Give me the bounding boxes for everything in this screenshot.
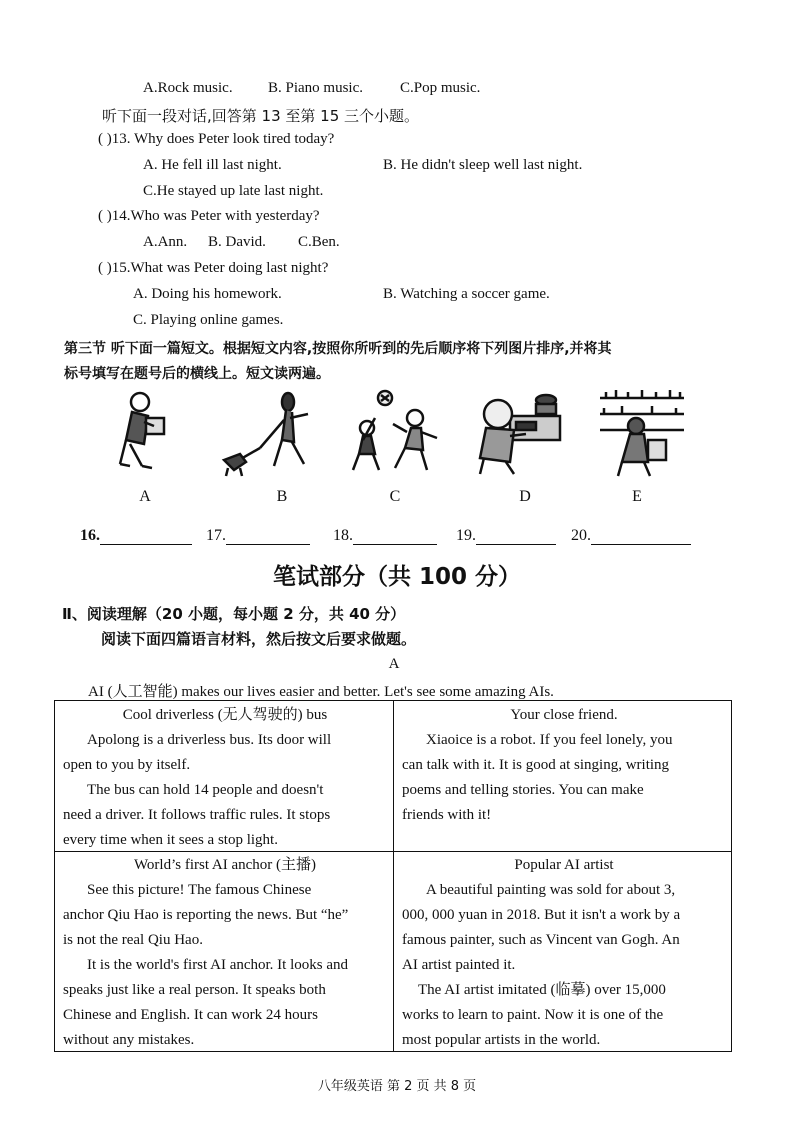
- picture-label-e: E: [632, 488, 642, 505]
- shopping-icon: [592, 388, 692, 478]
- cell-close-friend: [402, 703, 726, 828]
- blank-number: 16.: [80, 527, 100, 544]
- blank-line[interactable]: [226, 530, 310, 545]
- q14-option-c: C.Ben.: [298, 234, 340, 250]
- ai-info-table: [54, 700, 732, 1052]
- q13-option-b: B. He didn't sleep well last night.: [383, 157, 583, 173]
- reading-section-instruction: 阅读下面四篇语言材料，然后按文后要求做题。: [101, 630, 417, 648]
- section3-instruction-line1: 第三节 听下面一篇短文。根据短文内容,按照你所听到的先后顺序将下列图片排序,并将其: [64, 341, 612, 357]
- answer-blank-19[interactable]: [456, 527, 556, 545]
- picture-label-a: A: [139, 488, 151, 505]
- cell-line: A beautiful painting was sold for about 3,: [426, 882, 676, 898]
- cell-title: Your close friend.: [510, 707, 618, 723]
- cell-line: works to learn to paint. Now it is one of the: [402, 1007, 664, 1023]
- q15-option-c: C. Playing online games.: [133, 312, 284, 328]
- section3-instruction-line2: 标号填写在题号后的横线上。短文读两遍。: [64, 366, 330, 382]
- reading-person-icon: [102, 388, 202, 478]
- passage-label: A: [388, 656, 400, 672]
- question-14: ( )14.Who was Peter with yesterday?: [98, 208, 320, 224]
- cell-line: every time when it sees a stop light.: [63, 832, 278, 848]
- answer-blank-16[interactable]: [80, 527, 192, 545]
- option-c-prev: C.Pop music.: [400, 80, 481, 96]
- q14-option-b: B. David.: [208, 234, 266, 250]
- reading-section-heading: Ⅱ、阅读理解（20 小题，每小题 2 分，共 40 分）: [62, 605, 406, 623]
- cell-line: The AI artist imitated (临摹) over 15,000: [418, 982, 666, 998]
- cell-line: without any mistakes.: [63, 1032, 195, 1048]
- kids-playing-ball-icon: [345, 388, 445, 478]
- cell-line: speaks just like a real person. It speaks both: [63, 982, 326, 998]
- picture-label-c: C: [389, 488, 401, 505]
- cell-line: can talk with it. It is good at singing, writing: [402, 757, 670, 773]
- cell-title: Cool driverless (无人驾驶的) bus: [122, 707, 328, 723]
- q14-option-a: A.Ann.: [143, 234, 188, 250]
- cell-ai-anchor: [63, 853, 387, 1053]
- cell-line: open to you by itself.: [63, 757, 191, 773]
- cell-line: Xiaoice is a robot. If you feel lonely, you: [426, 732, 673, 748]
- cell-line: See this picture! The famous Chinese: [87, 882, 312, 898]
- cell-line: need a driver. It follows traffic rules. It stops: [63, 807, 331, 823]
- q13-option-c: C.He stayed up late last night.: [143, 183, 324, 199]
- blank-line[interactable]: [591, 530, 691, 545]
- answer-blank-17[interactable]: [206, 527, 310, 545]
- blank-number: 17.: [206, 527, 226, 544]
- q13-option-a: A. He fell ill last night.: [143, 157, 282, 173]
- cell-title: Popular AI artist: [514, 857, 614, 873]
- q15-option-b: B. Watching a soccer game.: [383, 286, 550, 302]
- cell-ai-artist: [402, 853, 726, 1053]
- cell-line: It is the world's first AI anchor. It looks and: [87, 957, 348, 973]
- cell-line: AI artist painted it.: [402, 957, 516, 973]
- cell-line: Apolong is a driverless bus. Its door will: [87, 732, 332, 748]
- cell-line: is not the real Qiu Hao.: [63, 932, 203, 948]
- blank-number: 19.: [456, 527, 476, 544]
- passage-intro: AI (人工智能) makes our lives easier and better. Let's see some amazing AIs.: [88, 684, 554, 700]
- cell-line: The bus can hold 14 people and doesn't: [87, 782, 324, 798]
- boy-cooking-icon: [470, 388, 570, 478]
- dialog-instruction: 听下面一段对话,回答第 13 至第 15 三个小题。: [102, 107, 420, 125]
- question-15: ( )15.What was Peter doing last night?: [98, 260, 329, 276]
- cell-line: Chinese and English. It can work 24 hours: [63, 1007, 318, 1023]
- q15-option-a: A. Doing his homework.: [133, 286, 282, 302]
- blank-number: 20.: [571, 527, 591, 544]
- cell-driverless-bus: [63, 703, 387, 853]
- answer-blank-18[interactable]: [333, 527, 437, 545]
- picture-label-d: D: [519, 488, 531, 505]
- cell-line: poems and telling stories. You can make: [402, 782, 644, 798]
- option-b-prev: B. Piano music.: [268, 80, 364, 96]
- blank-line[interactable]: [353, 530, 437, 545]
- cell-line: famous painter, such as Vincent van Gogh. An: [402, 932, 680, 948]
- picture-label-b: B: [276, 488, 288, 505]
- table-divider: [393, 701, 394, 1051]
- cell-line: anchor Qiu Hao is reporting the news. But “he”: [63, 907, 349, 923]
- dog-walking-icon: [220, 388, 320, 478]
- written-part-title: 笔试部分（共 100 分）: [272, 564, 522, 590]
- cell-line: 000, 000 yuan in 2018. But it isn't a work by a: [402, 907, 681, 923]
- blank-number: 18.: [333, 527, 353, 544]
- cell-line: friends with it!: [402, 807, 492, 823]
- page-footer: 八年级英语 第 2 页 共 8 页: [317, 1079, 477, 1094]
- blank-line[interactable]: [476, 530, 556, 545]
- answer-blank-20[interactable]: [571, 527, 691, 545]
- question-13: ( )13. Why does Peter look tired today?: [98, 131, 335, 147]
- blank-line[interactable]: [100, 530, 192, 545]
- option-a-prev: A.Rock music.: [143, 80, 233, 96]
- cell-line: most popular artists in the world.: [402, 1032, 601, 1048]
- cell-title: World’s first AI anchor (主播): [133, 857, 317, 873]
